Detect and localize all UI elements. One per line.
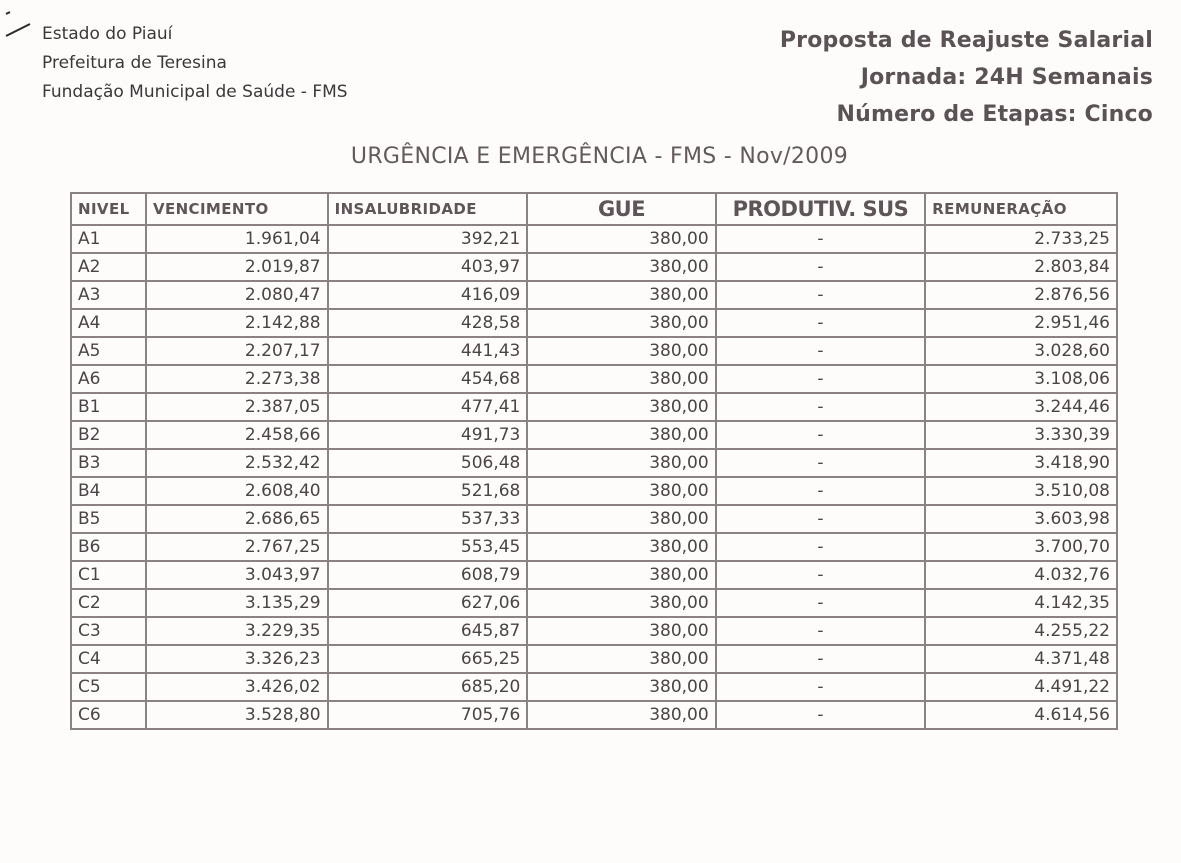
cell-insalubridade: 553,45 xyxy=(328,533,528,561)
cell-nivel: C6 xyxy=(71,701,146,729)
cell-insalubridade: 608,79 xyxy=(328,561,528,589)
column-header-nivel: NIVEL xyxy=(71,193,146,225)
cell-produtiv-sus: - xyxy=(716,645,926,673)
cell-produtiv-sus: - xyxy=(716,225,926,253)
cell-insalubridade: 403,97 xyxy=(328,253,528,281)
cell-remuneracao: 4.491,22 xyxy=(925,673,1117,701)
cell-gue: 380,00 xyxy=(527,393,715,421)
cell-nivel: C4 xyxy=(71,645,146,673)
cell-vencimento: 3.135,29 xyxy=(146,589,328,617)
cell-remuneracao: 3.510,08 xyxy=(925,477,1117,505)
cell-remuneracao: 3.244,46 xyxy=(925,393,1117,421)
cell-produtiv-sus: - xyxy=(716,477,926,505)
cell-remuneracao: 4.255,22 xyxy=(925,617,1117,645)
cell-insalubridade: 521,68 xyxy=(328,477,528,505)
column-header-insalubridade: INSALUBRIDADE xyxy=(328,193,528,225)
cell-vencimento: 2.532,42 xyxy=(146,449,328,477)
cell-vencimento: 3.426,02 xyxy=(146,673,328,701)
cell-vencimento: 1.961,04 xyxy=(146,225,328,253)
cell-gue: 380,00 xyxy=(527,589,715,617)
table-row xyxy=(71,505,1117,533)
cell-produtiv-sus: - xyxy=(716,421,926,449)
cell-gue: 380,00 xyxy=(527,505,715,533)
cell-remuneracao: 4.614,56 xyxy=(925,701,1117,729)
table-row xyxy=(71,337,1117,365)
cell-vencimento: 3.326,23 xyxy=(146,645,328,673)
cell-insalubridade: 537,33 xyxy=(328,505,528,533)
cell-vencimento: 2.767,25 xyxy=(146,533,328,561)
table-row xyxy=(71,561,1117,589)
cell-nivel: B5 xyxy=(71,505,146,533)
column-header-gue: GUE xyxy=(527,193,715,225)
cell-vencimento: 2.080,47 xyxy=(146,281,328,309)
cell-nivel: A4 xyxy=(71,309,146,337)
cell-nivel: B3 xyxy=(71,449,146,477)
cell-gue: 380,00 xyxy=(527,701,715,729)
cell-insalubridade: 627,06 xyxy=(328,589,528,617)
cell-nivel: C2 xyxy=(71,589,146,617)
pen-mark-icon xyxy=(2,10,32,40)
cell-remuneracao: 4.032,76 xyxy=(925,561,1117,589)
cell-insalubridade: 392,21 xyxy=(328,225,528,253)
cell-remuneracao: 3.418,90 xyxy=(925,449,1117,477)
table-row xyxy=(71,393,1117,421)
cell-vencimento: 2.608,40 xyxy=(146,477,328,505)
table-row xyxy=(71,477,1117,505)
cell-gue: 380,00 xyxy=(527,281,715,309)
cell-gue: 380,00 xyxy=(527,561,715,589)
cell-insalubridade: 506,48 xyxy=(328,449,528,477)
table-title: URGÊNCIA E EMERGÊNCIA - FMS - Nov/2009 xyxy=(350,144,849,169)
cell-gue: 380,00 xyxy=(527,477,715,505)
cell-vencimento: 2.019,87 xyxy=(146,253,328,281)
cell-gue: 380,00 xyxy=(527,673,715,701)
table-row xyxy=(71,617,1117,645)
table-row xyxy=(71,225,1117,253)
cell-insalubridade: 441,43 xyxy=(328,337,528,365)
table-body xyxy=(71,225,1117,729)
column-header-produtiv-sus: PRODUTIV. SUS xyxy=(716,193,926,225)
cell-nivel: B6 xyxy=(71,533,146,561)
cell-nivel: B4 xyxy=(71,477,146,505)
table-row xyxy=(71,309,1117,337)
cell-insalubridade: 454,68 xyxy=(328,365,528,393)
cell-produtiv-sus: - xyxy=(716,393,926,421)
cell-nivel: B2 xyxy=(71,421,146,449)
cell-gue: 380,00 xyxy=(527,225,715,253)
cell-gue: 380,00 xyxy=(527,449,715,477)
cell-produtiv-sus: - xyxy=(716,505,926,533)
cell-remuneracao: 3.028,60 xyxy=(925,337,1117,365)
cell-produtiv-sus: - xyxy=(716,701,926,729)
table-row xyxy=(71,449,1117,477)
cell-nivel: A2 xyxy=(71,253,146,281)
cell-produtiv-sus: - xyxy=(716,533,926,561)
header-line-state: Estado do Piauí xyxy=(42,24,173,44)
cell-produtiv-sus: - xyxy=(716,589,926,617)
cell-remuneracao: 2.733,25 xyxy=(925,225,1117,253)
header-line-foundation: Fundação Municipal de Saúde - FMS xyxy=(42,82,348,102)
cell-remuneracao: 2.951,46 xyxy=(925,309,1117,337)
cell-vencimento: 2.273,38 xyxy=(146,365,328,393)
cell-insalubridade: 645,87 xyxy=(328,617,528,645)
cell-remuneracao: 2.876,56 xyxy=(925,281,1117,309)
cell-nivel: C3 xyxy=(71,617,146,645)
cell-remuneracao: 3.700,70 xyxy=(925,533,1117,561)
cell-gue: 380,00 xyxy=(527,533,715,561)
cell-remuneracao: 4.142,35 xyxy=(925,589,1117,617)
cell-produtiv-sus: - xyxy=(716,365,926,393)
cell-insalubridade: 491,73 xyxy=(328,421,528,449)
cell-produtiv-sus: - xyxy=(716,449,926,477)
table-header-row xyxy=(71,193,1117,225)
proposal-hours: Jornada: 24H Semanais xyxy=(860,65,1153,90)
cell-remuneracao: 3.108,06 xyxy=(925,365,1117,393)
cell-nivel: A5 xyxy=(71,337,146,365)
cell-gue: 380,00 xyxy=(527,645,715,673)
cell-nivel: A3 xyxy=(71,281,146,309)
column-header-remuneracao: REMUNERAÇÃO xyxy=(925,193,1117,225)
cell-gue: 380,00 xyxy=(527,309,715,337)
cell-gue: 380,00 xyxy=(527,365,715,393)
cell-nivel: B1 xyxy=(71,393,146,421)
proposal-header xyxy=(780,22,1153,133)
cell-nivel: A6 xyxy=(71,365,146,393)
table-row xyxy=(71,365,1117,393)
cell-vencimento: 3.229,35 xyxy=(146,617,328,645)
cell-produtiv-sus: - xyxy=(716,253,926,281)
cell-vencimento: 2.142,88 xyxy=(146,309,328,337)
cell-insalubridade: 477,41 xyxy=(328,393,528,421)
cell-produtiv-sus: - xyxy=(716,281,926,309)
cell-produtiv-sus: - xyxy=(716,617,926,645)
institution-header xyxy=(42,20,348,107)
cell-remuneracao: 2.803,84 xyxy=(925,253,1117,281)
header-line-city: Prefeitura de Teresina xyxy=(42,53,227,73)
cell-vencimento: 2.207,17 xyxy=(146,337,328,365)
table-row xyxy=(71,533,1117,561)
cell-produtiv-sus: - xyxy=(716,337,926,365)
proposal-title: Proposta de Reajuste Salarial xyxy=(779,28,1153,53)
cell-produtiv-sus: - xyxy=(716,309,926,337)
cell-remuneracao: 4.371,48 xyxy=(925,645,1117,673)
cell-vencimento: 3.528,80 xyxy=(146,701,328,729)
cell-vencimento: 2.686,65 xyxy=(146,505,328,533)
proposal-stages: Número de Etapas: Cinco xyxy=(836,102,1153,127)
cell-gue: 380,00 xyxy=(527,421,715,449)
cell-produtiv-sus: - xyxy=(716,673,926,701)
table-row xyxy=(71,589,1117,617)
table-row xyxy=(71,421,1117,449)
cell-vencimento: 3.043,97 xyxy=(146,561,328,589)
salary-table xyxy=(70,192,1118,730)
cell-remuneracao: 3.603,98 xyxy=(925,505,1117,533)
table-row xyxy=(71,253,1117,281)
table-row xyxy=(71,701,1117,729)
cell-insalubridade: 665,25 xyxy=(328,645,528,673)
cell-nivel: C5 xyxy=(71,673,146,701)
cell-produtiv-sus: - xyxy=(716,561,926,589)
cell-insalubridade: 685,20 xyxy=(328,673,528,701)
cell-insalubridade: 416,09 xyxy=(328,281,528,309)
cell-insalubridade: 705,76 xyxy=(328,701,528,729)
cell-remuneracao: 3.330,39 xyxy=(925,421,1117,449)
cell-vencimento: 2.458,66 xyxy=(146,421,328,449)
cell-vencimento: 2.387,05 xyxy=(146,393,328,421)
cell-gue: 380,00 xyxy=(527,337,715,365)
table-row xyxy=(71,673,1117,701)
cell-insalubridade: 428,58 xyxy=(328,309,528,337)
cell-nivel: C1 xyxy=(71,561,146,589)
table-row xyxy=(71,281,1117,309)
table-row xyxy=(71,645,1117,673)
column-header-vencimento: VENCIMENTO xyxy=(146,193,328,225)
cell-gue: 380,00 xyxy=(527,253,715,281)
cell-gue: 380,00 xyxy=(527,617,715,645)
cell-nivel: A1 xyxy=(71,225,146,253)
